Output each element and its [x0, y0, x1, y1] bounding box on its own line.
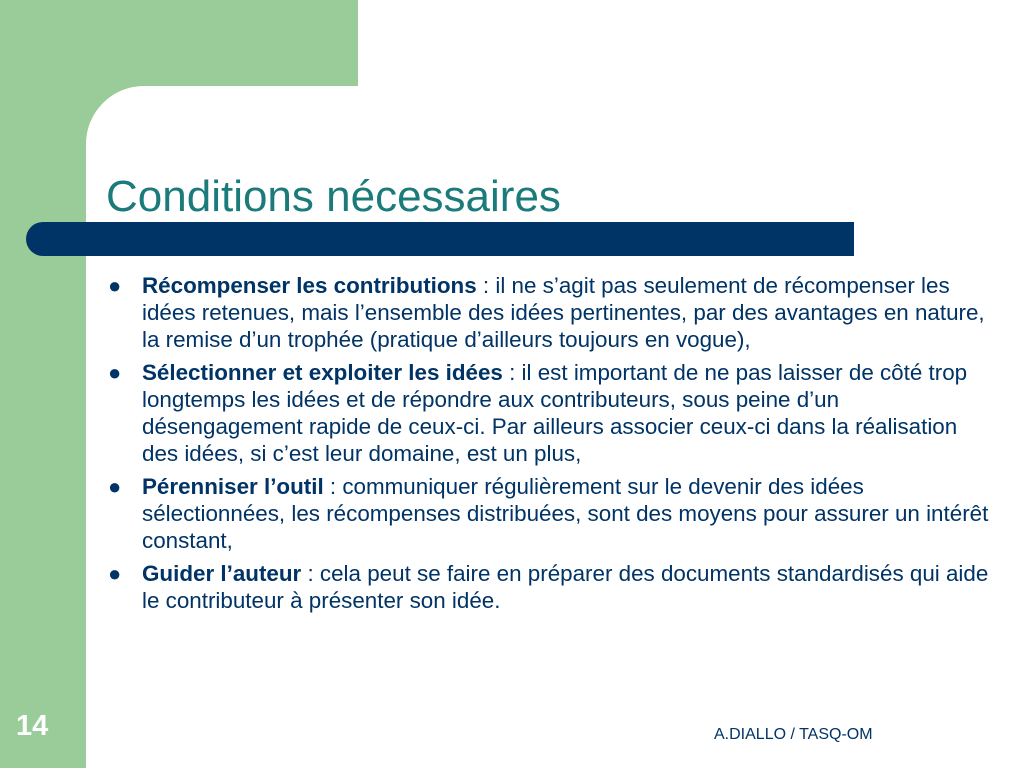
slide-title: Conditions nécessaires	[106, 172, 561, 222]
bullet-item-guider	[104, 560, 990, 614]
bullet-dot: ●	[108, 273, 122, 298]
bullet-text: : il ne s’agit pas seulement de récompenser les idées retenues, mais l’ensemble des idées pertinentes, par des avantages en nature, la remise d’un trophée (pratique d’ailleurs toujours en vogue),	[142, 273, 985, 352]
bullet-text: : communiquer régulièrement sur le devenir des idées sélectionnées, les récompenses distribuées, sont des moyens pour assurer un intérêt constant,	[142, 474, 989, 553]
slide-number: 14	[16, 710, 49, 742]
bullet-item-recompenser	[104, 272, 990, 353]
top-right-background	[358, 0, 1024, 86]
bullet-text: : il est important de ne pas laisser de côté trop longtemps les idées et de répondre aux contributeurs, sous peine d’un désengagement rapide de ceux-ci. Par ailleurs associer ceux-ci dans la réalisation des idées, si c’est leur domaine, est un plus,	[142, 360, 968, 466]
bullet-dot: ●	[108, 561, 122, 586]
bullet-heading: Sélectionner et exploiter les idées	[142, 360, 503, 385]
bullet-heading: Récompenser les contributions	[142, 273, 477, 298]
footer-credit: A.DIALLO / TASQ-OM	[714, 726, 873, 743]
bullet-dot: ●	[108, 360, 122, 385]
top-left-green-band	[0, 0, 358, 86]
bullet-list	[104, 272, 990, 620]
bullet-item-perenniser	[104, 473, 990, 554]
bullet-item-selectionner	[104, 359, 990, 467]
bullet-heading: Pérenniser l’outil	[142, 474, 324, 499]
bullet-text: : cela peut se faire en préparer des documents standardisés qui aide le contributeur à présenter son idée.	[142, 561, 989, 613]
bullet-dot: ●	[108, 474, 122, 499]
title-accent-bar	[26, 222, 854, 256]
bullet-heading: Guider l’auteur	[142, 561, 302, 586]
